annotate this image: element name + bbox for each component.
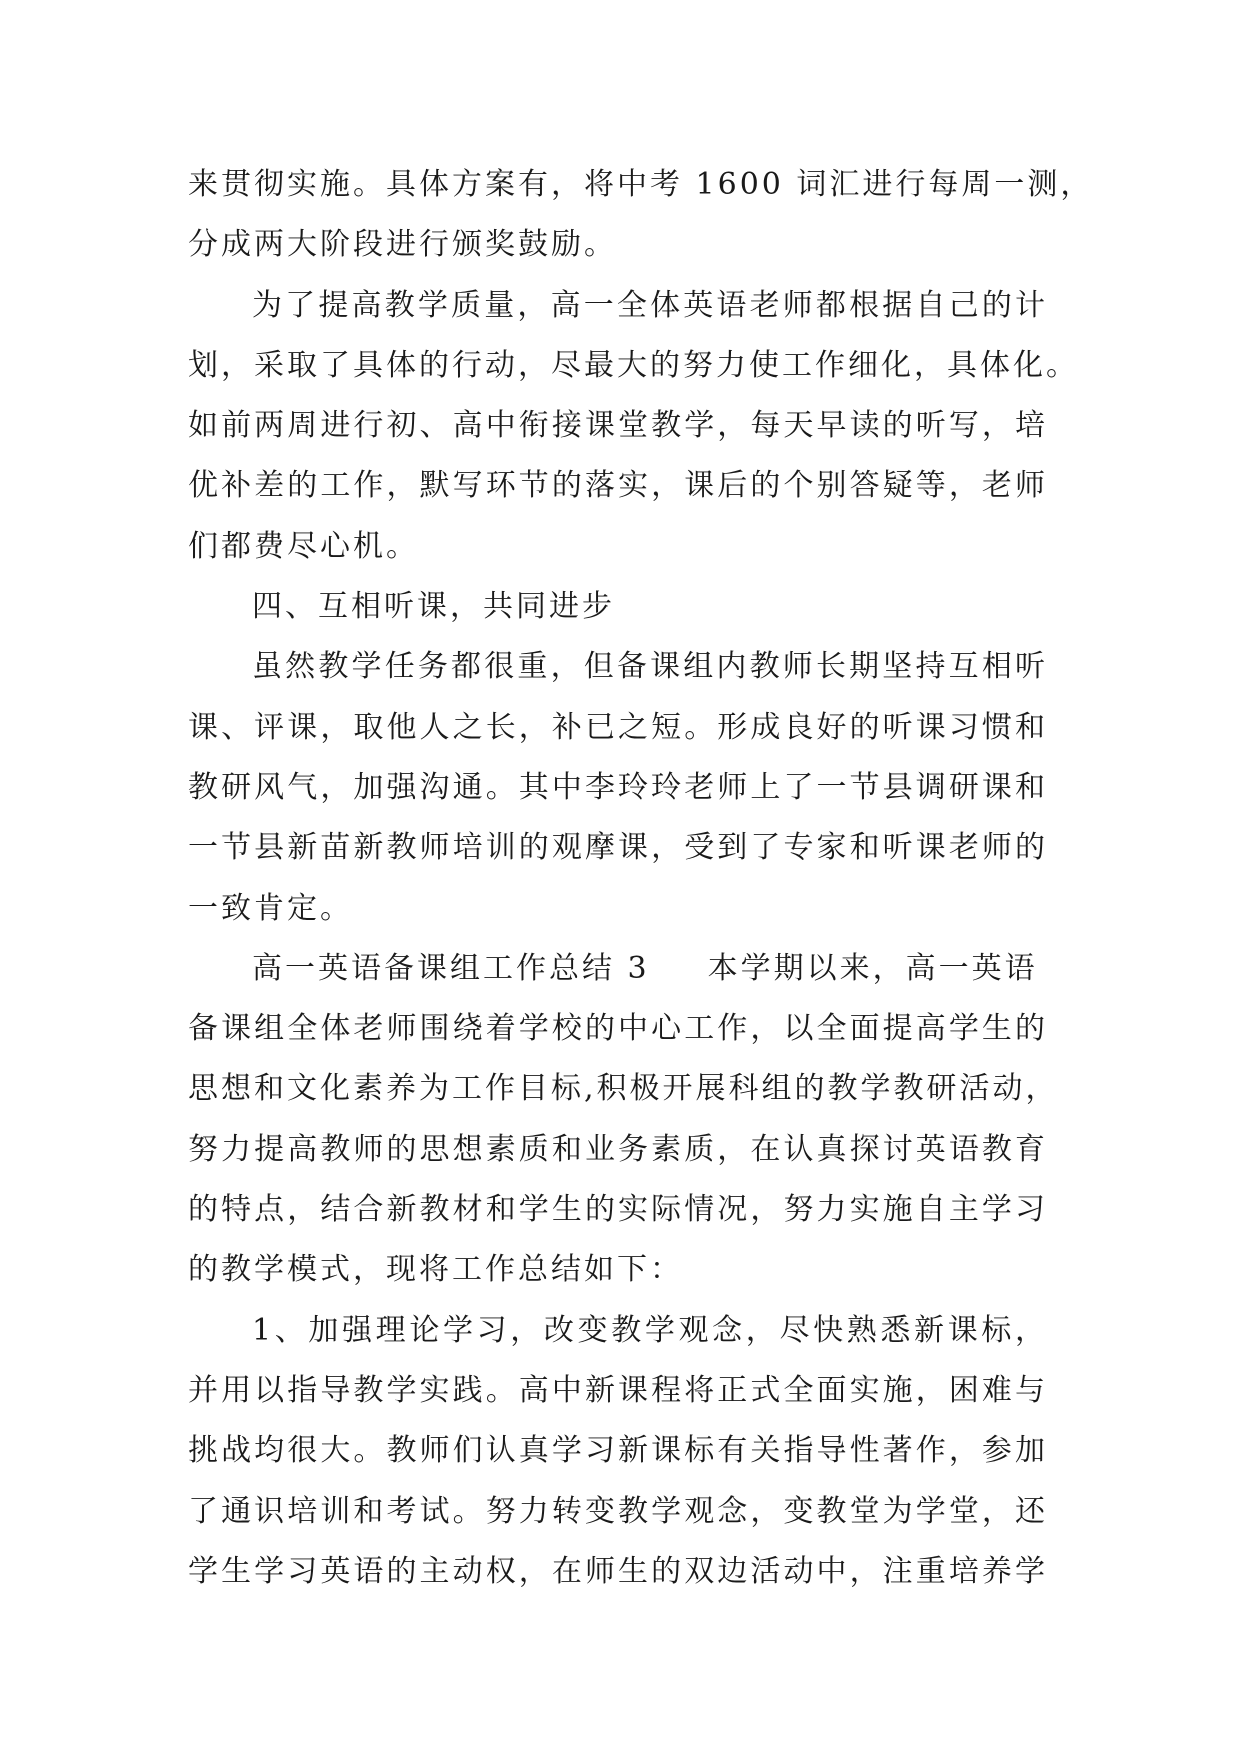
- summary-title: 高一英语备课组工作总结 3: [252, 950, 650, 986]
- text-line: 学生学习英语的主动权，在师生的双边活动中，注重培养学: [188, 1553, 1048, 1589]
- text-line: 课、评课，取他人之长，补已之短。形成良好的听课习惯和: [188, 709, 1048, 745]
- text-line: 思想和文化素养为工作目标,积极开展科组的教学教研活动，: [188, 1071, 1059, 1107]
- text-line: 并用以指导教学实践。高中新课程将正式全面实施，困难与: [188, 1372, 1048, 1408]
- text-line: 努力提高教师的思想素质和业务素质，在认真探讨英语教育: [188, 1131, 1048, 1167]
- paragraph-first-line: 1、加强理论学习，改变教学观念，尽快熟悉新课标，: [252, 1312, 1048, 1348]
- paragraph-start: 本学期以来，高一英语: [707, 950, 1038, 986]
- text-line: 一节县新苗新教师培训的观摩课，受到了专家和听课老师的: [188, 830, 1048, 866]
- document-body: [188, 160, 1094, 1607]
- text-line: 的特点，结合新教材和学生的实际情况，努力实施自主学习: [188, 1192, 1048, 1228]
- section-heading: 四、互相听课，共同进步: [252, 589, 615, 625]
- paragraph-first-line: 虽然教学任务都很重，但备课组内教师长期坚持互相听: [252, 649, 1048, 685]
- text-line: 分成两大阶段进行颁奖鼓励。: [188, 227, 617, 263]
- text-line: 了通识培训和考试。努力转变教学观念，变教堂为学堂，还: [188, 1493, 1048, 1529]
- text-line: 备课组全体老师围绕着学校的中心工作，以全面提高学生的: [188, 1011, 1048, 1047]
- paragraph-first-line: 为了提高教学质量，高一全体英语老师都根据自己的计: [252, 287, 1048, 323]
- text-line: 教研风气，加强沟通。其中李玲玲老师上了一节县调研课和: [188, 769, 1048, 805]
- text-line: 如前两周进行初、高中衔接课堂教学，每天早读的听写，培: [188, 408, 1048, 444]
- text-line: 挑战均很大。教师们认真学习新课标有关指导性著作，参加: [188, 1433, 1048, 1469]
- text-line: 们都费尽心机。: [188, 528, 419, 564]
- text-line: 一致肯定。: [188, 890, 353, 926]
- text-line: 优补差的工作，默写环节的落实，课后的个别答疑等，老师: [188, 468, 1048, 504]
- text-line: 的教学模式，现将工作总结如下：: [188, 1252, 683, 1288]
- text-line: 划，采取了具体的行动，尽最大的努力使工作细化，具体化。: [188, 347, 1079, 383]
- text-line: 来贯彻实施。具体方案有，将中考 1600 词汇进行每周一测，: [188, 167, 1094, 202]
- summary-title-line: [188, 944, 1048, 1004]
